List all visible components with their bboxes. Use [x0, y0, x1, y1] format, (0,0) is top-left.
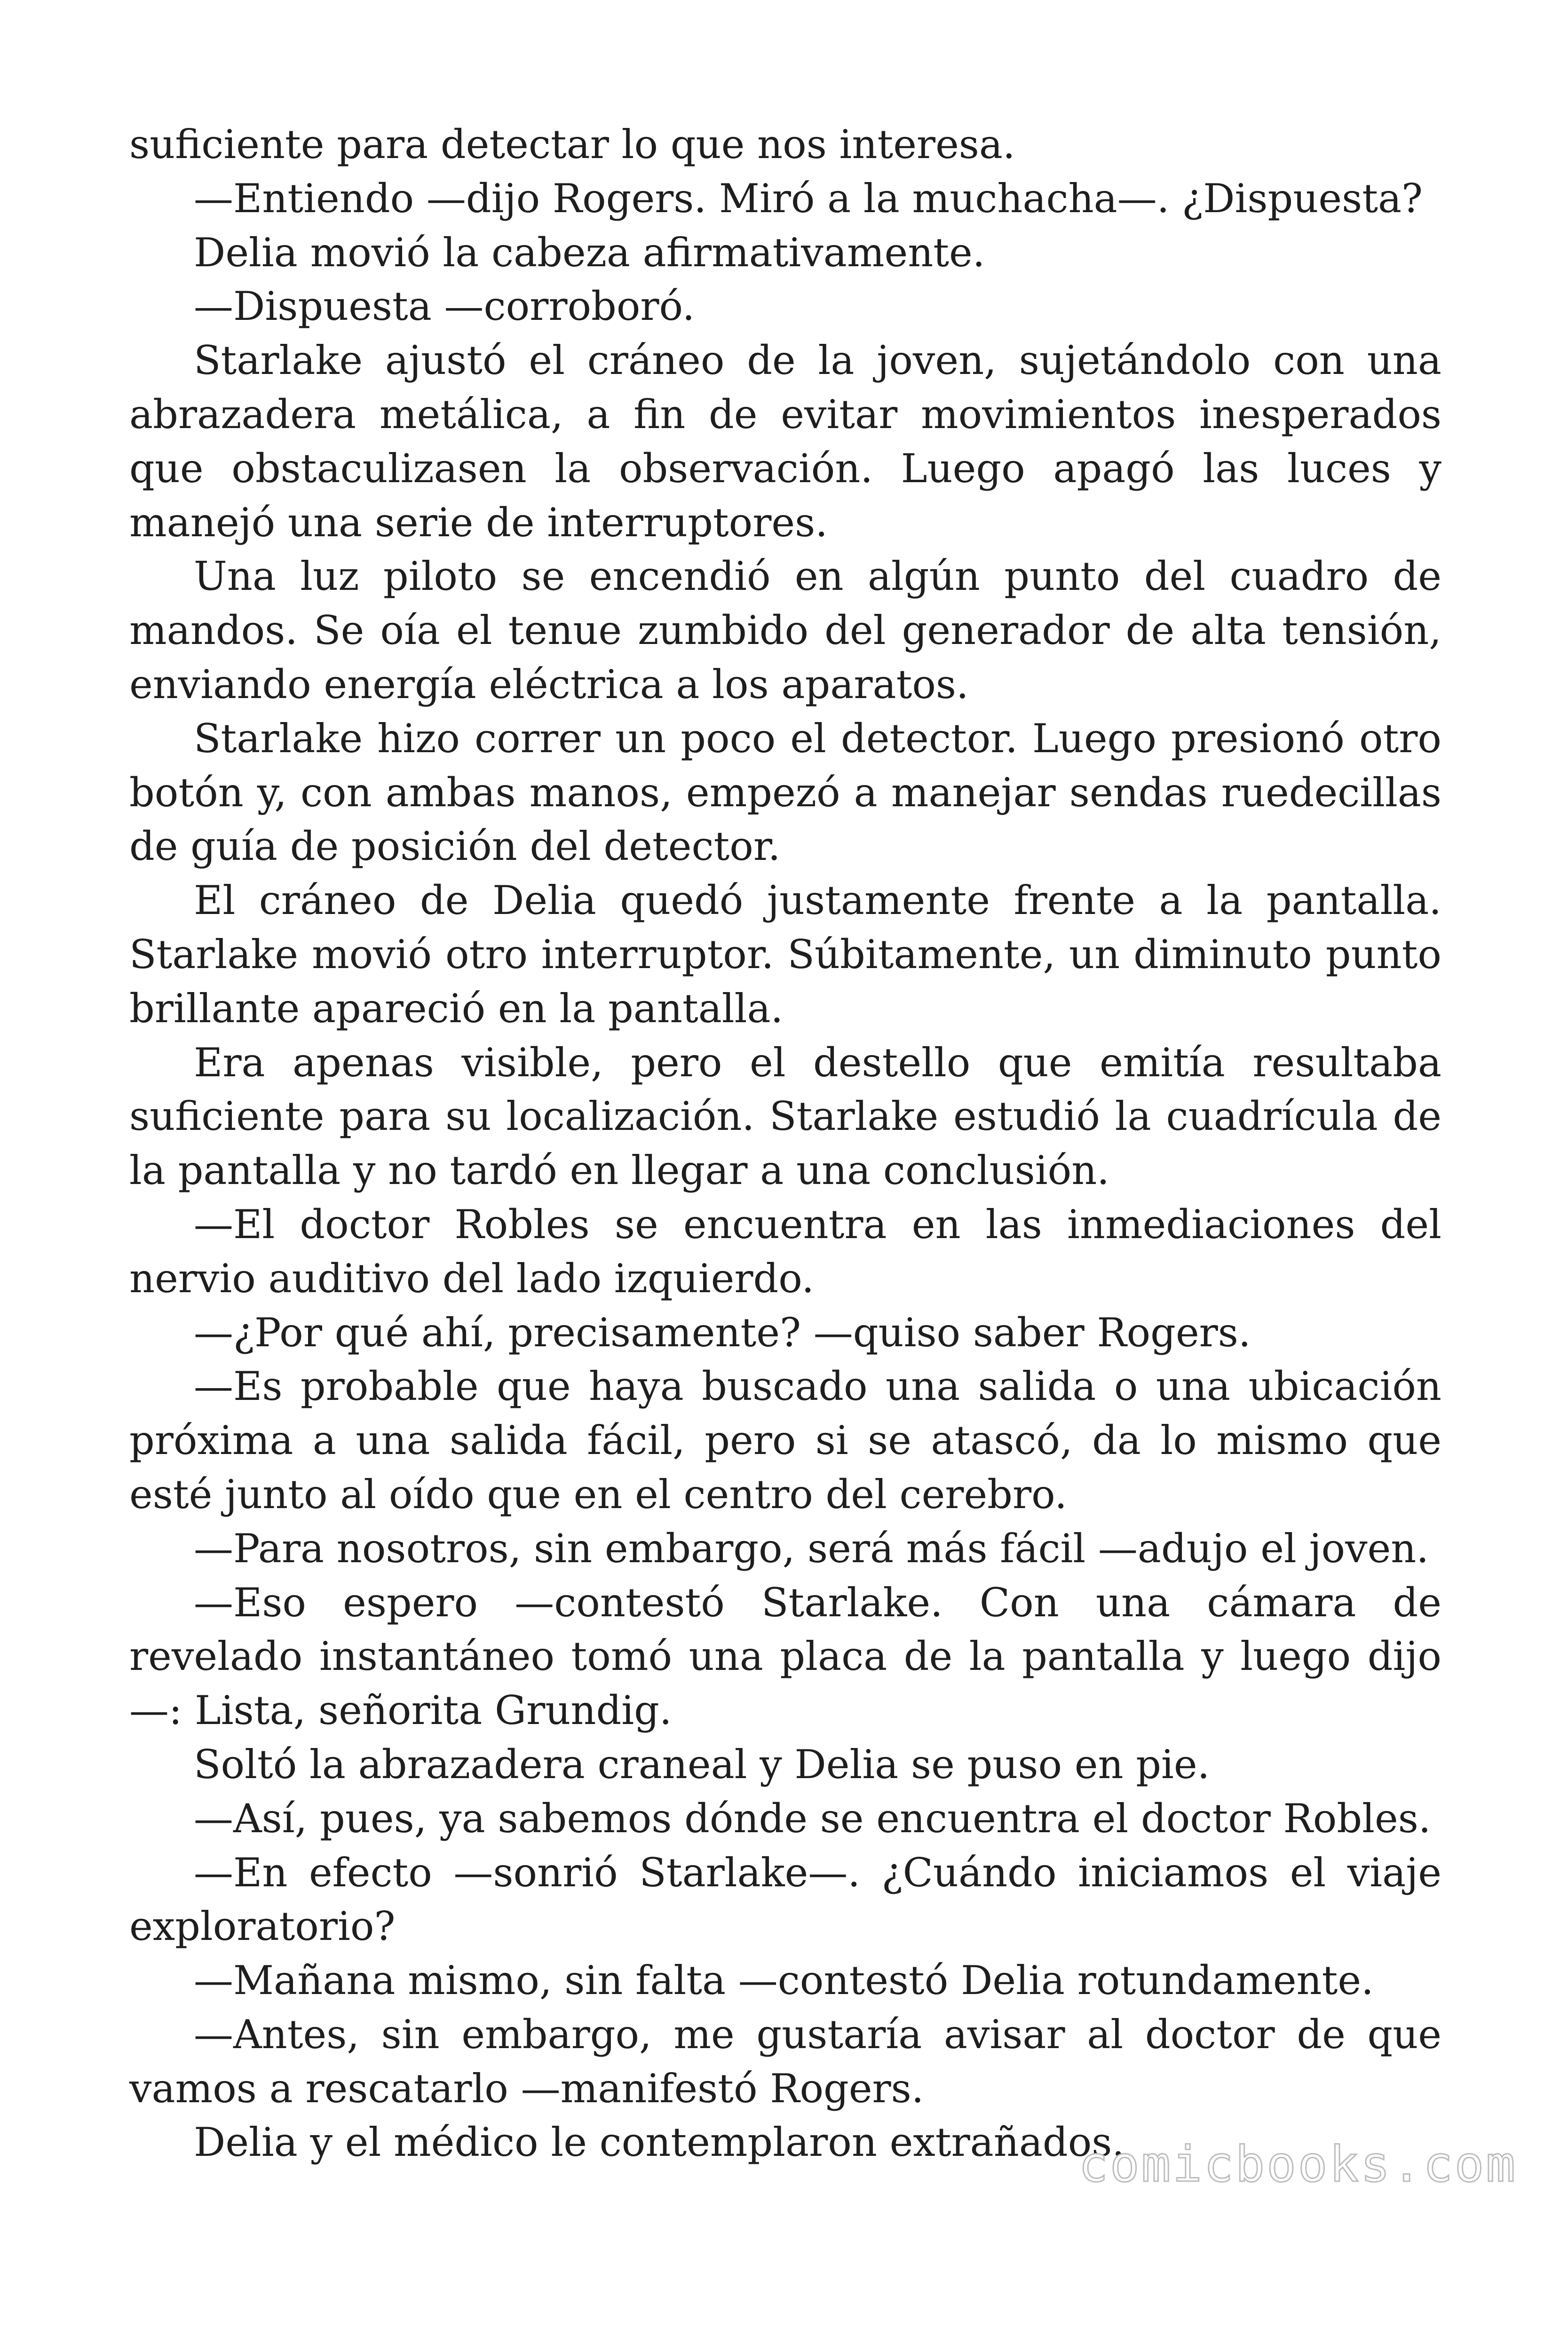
paragraph-9: Era apenas visible, pero el destello que emitía resultaba suficiente para su localización. Starlake estudió la cuadrícula de la pantalla y no tardó en llegar a una conclusión.: [129, 1039, 1441, 1194]
paragraph-11: —¿Por qué ahí, precisamente? —quiso saber Rogers.: [194, 1309, 1251, 1356]
paragraph-16: —Así, pues, ya sabemos dónde se encuentra el doctor Robles.: [194, 1795, 1431, 1842]
paragraph-2: —Entiendo —dijo Rogers. Miró a la muchacha—. ¿Dispuesta?: [194, 175, 1423, 222]
paragraph-18: —Mañana mismo, sin falta —contestó Delia rotundamente.: [194, 1957, 1374, 2004]
paragraph-14: —Eso espero —contestó Starlake. Con una cámara de revelado instantáneo tomó una placa de la pantalla y luego dijo—: Lista, señorita Grundig.: [129, 1579, 1441, 1734]
paragraph-19: —Antes, sin embargo, me gustaría avisar al doctor de que vamos a rescatarlo —manifestó Rogers.: [129, 2011, 1441, 2112]
paragraph-6: Una luz piloto se encendió en algún punto del cuadro de mandos. Se oía el tenue zumbido del generador de alta tensión, enviando energía eléctrica a los aparatos.: [129, 553, 1441, 707]
paragraph-3: Delia movió la cabeza afirmativamente.: [194, 229, 985, 276]
paragraph-17: —En efecto —sonrió Starlake—. ¿Cuándo iniciamos el viaje exploratorio?: [129, 1849, 1441, 1950]
paragraph-10: —El doctor Robles se encuentra en las inmediaciones del nervio auditivo del lado izquierdo.: [129, 1201, 1441, 1302]
paragraph-12: —Es probable que haya buscado una salida o una ubicación próxima a una salida fácil, pero si se atascó, da lo mismo que esté junto al oído que en el centro del cerebro.: [129, 1363, 1441, 1518]
paragraph-20: Delia y el médico le contemplaron extrañados.: [194, 2119, 1125, 2166]
watermark-text: comicbooks.com: [1078, 2136, 1517, 2193]
paragraph-7: Starlake hizo correr un poco el detector. Luego presionó otro botón y, con ambas manos, empezó a manejar sendas ruedecillas de guía de posición del detector.: [129, 715, 1441, 870]
paragraph-13: —Para nosotros, sin embargo, será más fácil —adujo el joven.: [194, 1525, 1429, 1572]
paragraph-15: Soltó la abrazadera craneal y Delia se puso en pie.: [194, 1741, 1210, 1788]
paragraph-4: —Dispuesta —corroboró.: [194, 283, 695, 330]
page-body: [129, 118, 1441, 2169]
paragraph-1: suficiente para detectar lo que nos interesa.: [129, 121, 1015, 167]
paragraph-5: Starlake ajustó el cráneo de la joven, sujetándolo con una abrazadera metálica, a fin de evitar movimientos inesperados que obstaculizasen la observación. Luego apagó las luces y manejó una serie de interruptores.: [129, 337, 1441, 546]
paragraph-8: El cráneo de Delia quedó justamente frente a la pantalla. Starlake movió otro interruptor. Súbitamente, un diminuto punto brillante apareció en la pantalla.: [129, 877, 1441, 1032]
